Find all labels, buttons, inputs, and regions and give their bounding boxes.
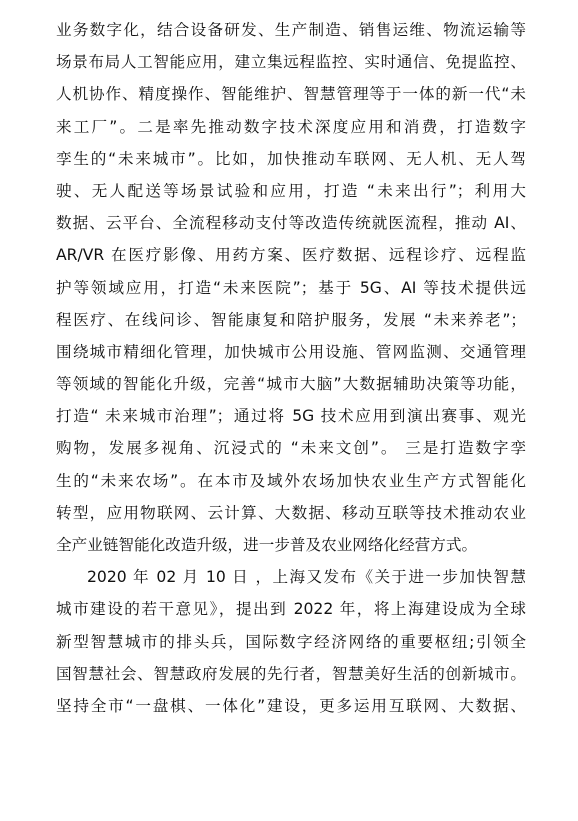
text-line: 城市建设的若干意见》，提出到 2022 年，将上海建设成为全球 (56, 600, 526, 619)
text-line: 程医疗、在线问诊、智能康复和陪护服务，发展 “未来养老”； (56, 310, 526, 329)
text-line: 来工厂”。二是率先推动数字技术深度应用和消费，打造数字 (56, 117, 526, 136)
text-line: 生的“未来农场”。在本市及域外农场加快农业生产方式智能化 (56, 471, 526, 490)
text-line: 购物，发展多视角、沉浸式的 “未来文创”。 三是打造数字孪 (56, 439, 526, 458)
text-line: 场景布局人工智能应用，建立集远程监控、实时通信、免提监控、 (56, 53, 526, 72)
text-line: 人机协作、精度操作、智能维护、智慧管理等于一体的新一代“未 (56, 85, 526, 104)
text-line: 数据、云平台、全流程移动支付等改造传统就医流程，推动 AI、 (56, 214, 526, 233)
text-line: 全产业链智能化改造升级，进一步普及农业网络化经营方式。 (56, 536, 478, 554)
text-line: 国智慧社会、智慧政府发展的先行者，智慧美好生活的创新城市。 (56, 664, 526, 683)
text-line: 护等领域应用，打造“未来医院”；基于 5G、AI 等技术提供远 (56, 278, 526, 297)
text-line: AR/VR 在医疗影像、用药方案、医疗数据、远程诊疗、远程监 (56, 246, 526, 265)
text-line: 打造“ 未来城市治理”；通过将 5G 技术应用到演出赛事、观光 (56, 407, 526, 426)
text-line: 业务数字化，结合设备研发、生产制造、销售运维、物流运输等 (56, 21, 526, 39)
text-line: 围绕城市精细化管理，加快城市公用设施、管网监测、交通管理 (56, 342, 526, 361)
text-line: 2020 年 02 月 10 日 ，上海又发布《关于进一步加快智慧 (87, 568, 526, 587)
text-line: 等领域的智能化升级，完善“城市大脑”大数据辅助决策等功能， (56, 375, 526, 394)
body-text (56, 14, 526, 722)
text-line: 孪生的“未来城市”。比如，加快推动车联网、无人机、无人驾 (56, 149, 526, 168)
text-line: 坚持全市“一盘棋、一体化”建设，更多运用互联网、大数据、 (56, 696, 526, 715)
text-line: 驶、无人配送等场景试验和应用，打造 “未来出行”；利用大 (56, 181, 526, 200)
text-line: 新型智慧城市的排头兵，国际数字经济网络的重要枢纽;引领全 (56, 632, 526, 651)
text-line: 转型，应用物联网、云计算、大数据、移动互联等技术推动农业 (56, 503, 526, 522)
